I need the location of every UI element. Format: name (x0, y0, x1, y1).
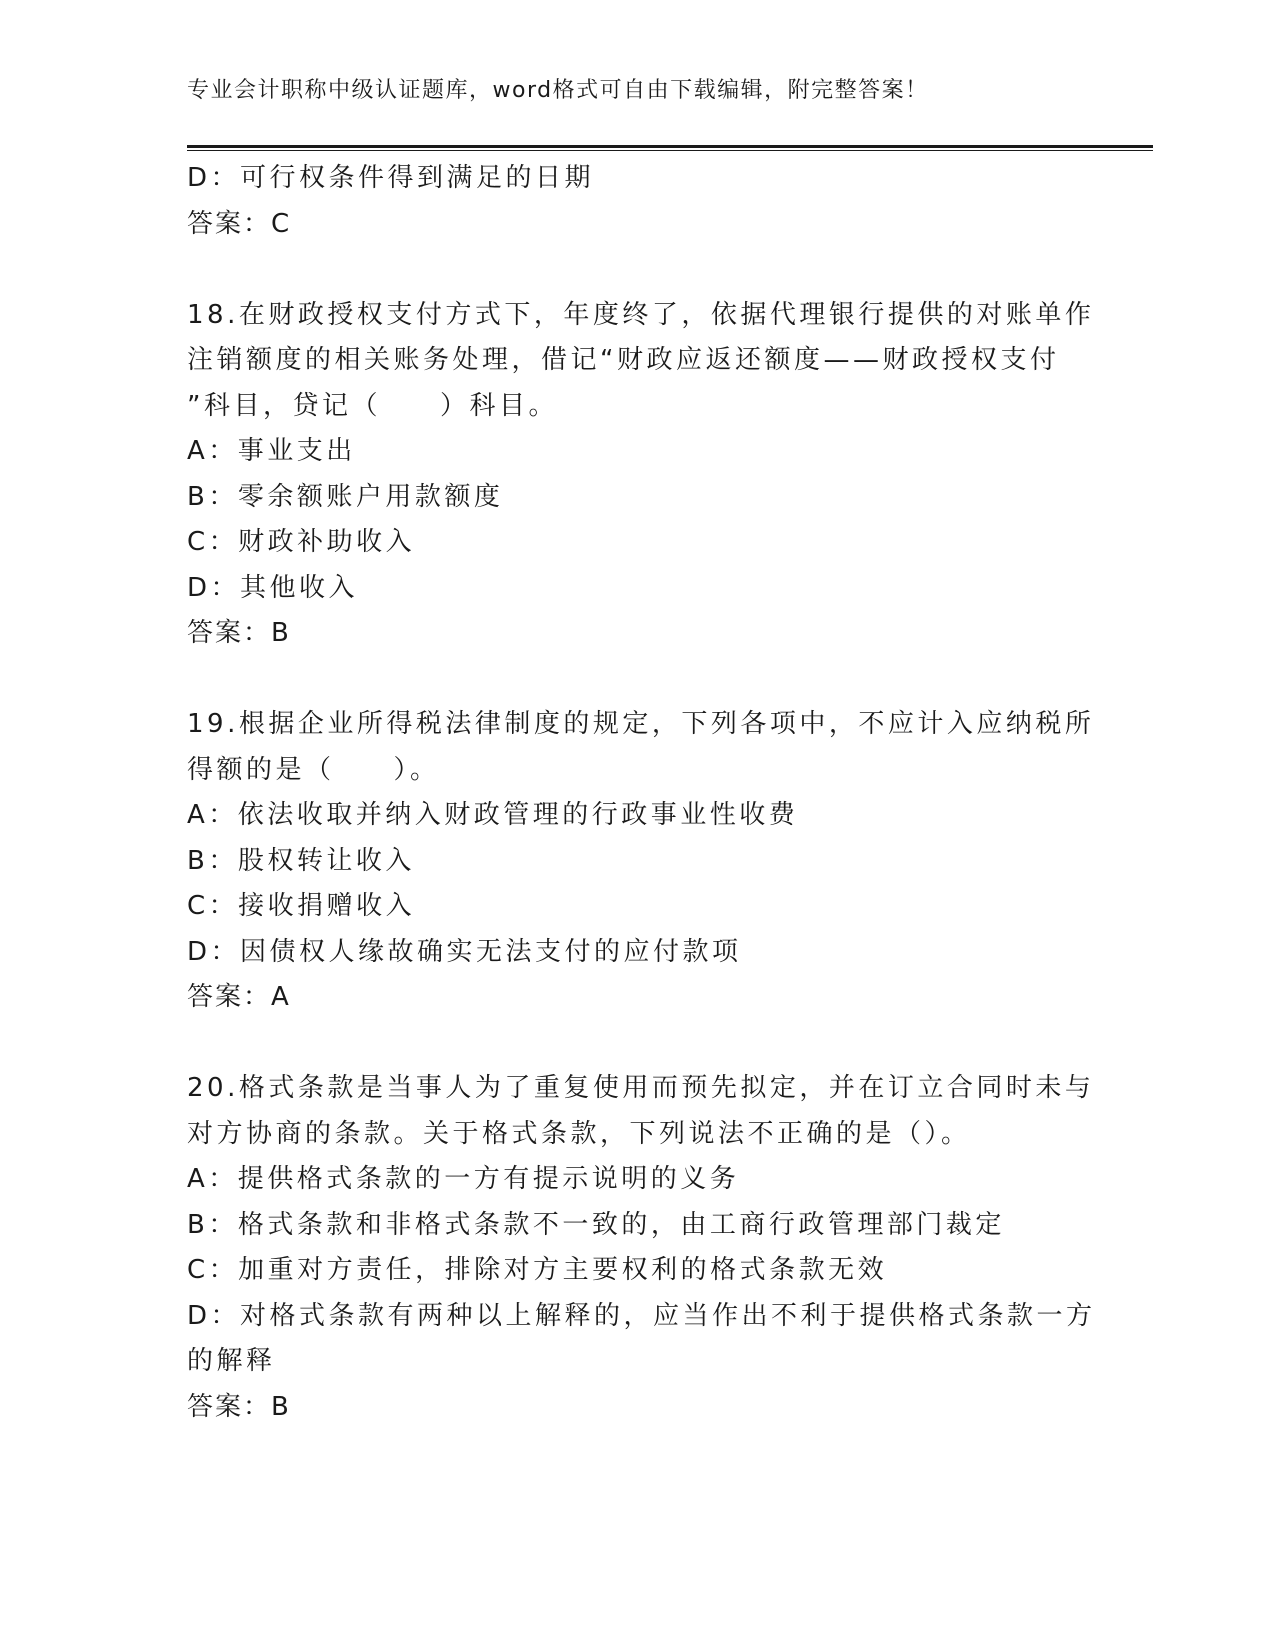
option-d: D：其他收入 (187, 572, 359, 603)
answer: 答案：B (187, 618, 291, 648)
option-b: B：格式条款和非格式条款不一致的，由工商行政管理部门裁定 (187, 1209, 1005, 1240)
spacer (187, 247, 1087, 293)
option-c: C：财政补助收入 (187, 527, 416, 557)
option-a: A：提供格式条款的一方有提示说明的义务 (187, 1164, 740, 1194)
header-divider-thick (187, 145, 1153, 148)
question-stem-line: 得额的是（ ）。 (187, 754, 440, 785)
option-d: D：对格式条款有两种以上解释的，应当作出不利于提供格式条款一方 (187, 1300, 1096, 1331)
option-c: C：接收捐赠收入 (187, 891, 416, 921)
option-c: C：加重对方责任，排除对方主要权利的格式条款无效 (187, 1255, 888, 1285)
answer: 答案：C (187, 208, 292, 239)
answer: 答案：A (187, 982, 291, 1012)
option-d: D：可行权条件得到满足的日期 (187, 163, 595, 193)
spacer (187, 657, 1087, 703)
page-header: 专业会计职称中级认证题库，word格式可自由下载编辑，附完整答案！ (187, 78, 929, 103)
question-stem-line: 对方协商的条款。关于格式条款，下列说法不正确的是（）。 (187, 1118, 971, 1149)
question-stem-line: 20.格式条款是当事人为了重复使用而预先拟定，并在订立合同时未与 (187, 1073, 1095, 1103)
option-a: A：事业支出 (187, 436, 356, 466)
question-20 (187, 1066, 1096, 1430)
question-stem-line: 注销额度的相关账务处理，借记“财政应返还额度——财政授权支付 (187, 345, 1060, 375)
question-19 (187, 702, 1095, 1021)
question-stem-line: 18.在财政授权支付方式下，年度终了，依据代理银行提供的对账单作 (187, 299, 1095, 330)
spacer (187, 1021, 1087, 1067)
answer: 答案：B (187, 1391, 291, 1422)
question-18 (187, 293, 1095, 657)
document-body (187, 156, 1096, 1430)
header-divider-thin (187, 150, 1153, 151)
option-d-continuation: 的解释 (187, 1346, 276, 1376)
question-stem-line: 19.根据企业所得税法律制度的规定，下列各项中，不应计入应纳税所 (187, 709, 1095, 739)
option-b: B：股权转让收入 (187, 845, 415, 876)
option-b: B：零余额账户用款额度 (187, 481, 504, 512)
question-stem-line: ”科目，贷记（ ）科目。 (187, 390, 558, 421)
option-a: A：依法收取并纳入财政管理的行政事业性收费 (187, 800, 799, 830)
option-d: D：因债权人缘故确实无法支付的应付款项 (187, 936, 742, 967)
